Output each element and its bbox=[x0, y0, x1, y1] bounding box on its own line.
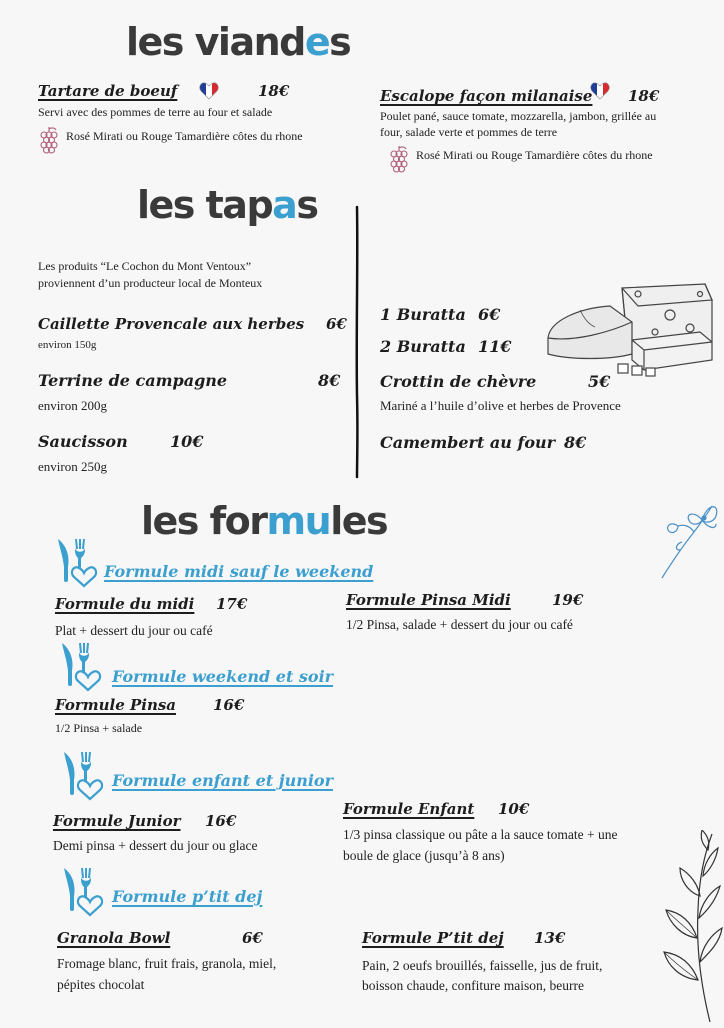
formule-pinsa-midi-price: 19€ bbox=[552, 591, 584, 609]
tartare-desc: Servi avec des pommes de terre au four et salade bbox=[38, 105, 273, 119]
tapas-title: les tapas bbox=[137, 183, 318, 227]
column-divider bbox=[352, 205, 362, 484]
cheese-illustration bbox=[540, 280, 720, 384]
formule-enfant-name: Formule Enfant bbox=[343, 800, 475, 818]
formule-enfant-desc-2: boule de glace (jusqu’à 8 ans) bbox=[343, 848, 505, 863]
granola-bowl-name: Granola Bowl bbox=[57, 929, 171, 947]
formule-enfant-junior-heading: Formule enfant et junior bbox=[112, 771, 334, 790]
formule-pinsa-midi-desc: 1/2 Pinsa, salade + dessert du jour ou café bbox=[346, 617, 573, 632]
granola-bowl-desc-2: pépites chocolat bbox=[57, 977, 145, 992]
fork-knife-heart-icon bbox=[58, 750, 104, 806]
blue-flower-illustration bbox=[654, 492, 722, 586]
escalope-desc-2: four, salade verte et pommes de terre bbox=[380, 125, 558, 139]
french-flag-heart-icon bbox=[590, 82, 610, 104]
formule-du-midi-name: Formule du midi bbox=[55, 595, 195, 613]
crottin-desc: Mariné a l’huile d’olive et herbes de Provence bbox=[380, 398, 621, 413]
grape-icon bbox=[388, 145, 410, 177]
formule-weekend-heading: Formule weekend et soir bbox=[112, 667, 334, 686]
formule-du-midi-desc: Plat + dessert du jour ou café bbox=[55, 623, 213, 638]
tartare-name: Tartare de boeuf bbox=[38, 82, 178, 100]
formule-pinsa-price: 16€ bbox=[213, 696, 245, 714]
formule-junior-desc: Demi pinsa + dessert du jour ou glace bbox=[53, 838, 258, 853]
caillette-desc: environ 150g bbox=[38, 339, 97, 351]
escalope-desc-1: Poulet pané, sauce tomate, mozzarella, jambon, grillée au bbox=[380, 109, 657, 123]
formule-junior-price: 16€ bbox=[205, 812, 237, 830]
formules-title: les formules bbox=[141, 499, 388, 543]
grape-icon bbox=[38, 126, 60, 158]
formule-pinsa-desc: 1/2 Pinsa + salade bbox=[55, 721, 143, 735]
saucisson-desc: environ 250g bbox=[38, 459, 107, 474]
formule-enfant-price: 10€ bbox=[498, 800, 530, 818]
formule-enfant-desc-1: 1/3 pinsa classique ou pâte a la sauce tomate + une bbox=[343, 827, 618, 842]
tartare-price: 18€ bbox=[258, 82, 290, 100]
terrine-price: 8€ bbox=[318, 371, 341, 390]
formule-midi-heading: Formule midi sauf le weekend bbox=[104, 562, 374, 581]
formule-du-midi-price: 17€ bbox=[216, 595, 248, 613]
buratta-1-name: 1 Buratta bbox=[380, 305, 466, 324]
fork-knife-heart-icon bbox=[58, 866, 104, 922]
tartare-wine: Rosé Mirati ou Rouge Tamardière côtes du rhone bbox=[66, 129, 303, 143]
escalope-wine: Rosé Mirati ou Rouge Tamardière côtes du rhone bbox=[416, 148, 653, 162]
escalope-name: Escalope façon milanaise bbox=[380, 87, 593, 105]
buratta-2-price: 11€ bbox=[478, 337, 512, 356]
camembert-name: Camembert au four bbox=[380, 433, 556, 452]
formule-ptit-dej-desc-1: Pain, 2 oeufs brouillés, faisselle, jus de fruit, bbox=[362, 958, 603, 973]
granola-bowl-desc-1: Fromage blanc, fruit frais, granola, miel, bbox=[57, 956, 277, 971]
formule-ptit-dej-desc-2: boisson chaude, confiture maison, beurre bbox=[362, 978, 584, 993]
formule-junior-name: Formule Junior bbox=[53, 812, 181, 830]
buratta-2-name: 2 Buratta bbox=[380, 337, 466, 356]
formule-pinsa-name: Formule Pinsa bbox=[55, 696, 177, 714]
terrine-desc: environ 200g bbox=[38, 398, 107, 413]
camembert-price: 8€ bbox=[564, 433, 587, 452]
crottin-name: Crottin de chèvre bbox=[380, 372, 537, 391]
fork-knife-heart-icon bbox=[56, 641, 102, 697]
formule-ptit-dej-price: 13€ bbox=[534, 929, 566, 947]
formule-ptit-dej-heading: Formule p’tit dej bbox=[112, 887, 263, 906]
saucisson-name: Saucisson bbox=[38, 432, 128, 451]
saucisson-price: 10€ bbox=[170, 432, 204, 451]
viandes-title: les viandes bbox=[126, 20, 351, 64]
formule-pinsa-midi-name: Formule Pinsa Midi bbox=[346, 591, 511, 609]
granola-bowl-price: 6€ bbox=[242, 929, 263, 947]
crottin-price: 5€ bbox=[588, 372, 611, 391]
french-flag-heart-icon bbox=[199, 82, 219, 104]
buratta-1-price: 6€ bbox=[478, 305, 501, 324]
caillette-name: Caillette Provencale aux herbes bbox=[38, 315, 305, 333]
terrine-name: Terrine de campagne bbox=[38, 371, 228, 390]
caillette-price: 6€ bbox=[326, 315, 347, 333]
tapas-intro-1: Les produits “Le Cochon du Mont Ventoux” bbox=[38, 259, 252, 273]
tapas-intro-2: proviennent d’un producteur local de Monteux bbox=[38, 276, 263, 290]
formule-ptit-dej-name: Formule P’tit dej bbox=[362, 929, 504, 947]
escalope-price: 18€ bbox=[628, 87, 660, 105]
leaf-branch-illustration bbox=[640, 830, 724, 1028]
fork-knife-heart-icon bbox=[52, 537, 98, 593]
